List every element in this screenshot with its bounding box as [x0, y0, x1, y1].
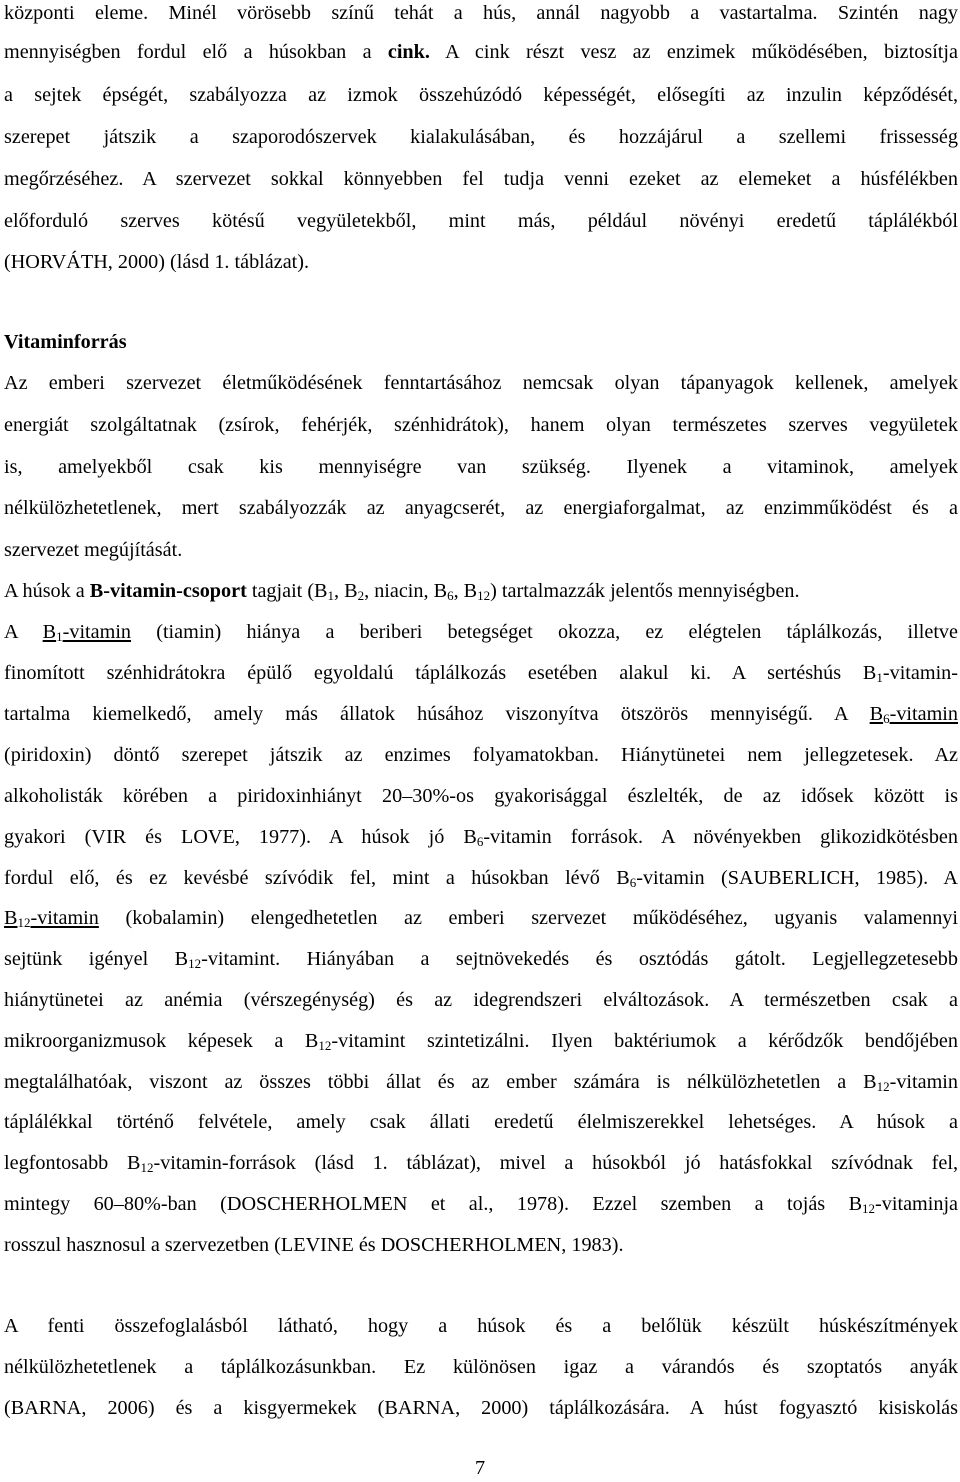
bold-term-cink: cink. [387, 41, 430, 63]
text-line [4, 579, 958, 603]
text-line: központi eleme. Minél vörösebb színű tehát a hús, annál nagyobb a vastartalma. Szintén nagy [4, 2, 958, 24]
subscript: 2 [357, 588, 365, 603]
text-span: 30%-os gyakorisággal észlelték, de az idősek között is [412, 785, 959, 807]
text-span: legfontosabb B [4, 1152, 141, 1174]
text-span: mikroorganizmusok képesek a B [4, 1030, 319, 1052]
text-line: hiánytünetei az anémia (vérszegénység) és az idegrendszeri elváltozások. A természetben csak a [4, 989, 958, 1011]
subscript: 1 [56, 629, 63, 644]
text-line: nélkülözhetetlenek, mert szabályozzák az anyagcserét, az energiaforgalmat, az enzimműködést és a [4, 497, 958, 519]
text-line: a sejtek épségét, szabályozza az izmok összehúzódó képességét, elősegíti az inzulin képződését, [4, 84, 958, 106]
text-span: -vitamin-források (lásd 1. táblázat), mivel a húsokból jó hatásfokkal szívódnak fel, [153, 1152, 958, 1174]
text-span: -vitamint szintetizálni. Ilyen baktériumok a kérődzők bendőjében [331, 1030, 958, 1052]
subscript: 6 [883, 711, 890, 726]
text-line: megőrzéséhez. A szervezet sokkal könnyebben fel tudja venni ezeket az elemeket a húsfélékben [4, 168, 958, 190]
subscript: 12 [876, 1079, 890, 1094]
text-span: , niacin, B [364, 580, 448, 602]
text-line: szervezet megújítását. [4, 539, 183, 561]
subscript: 1 [327, 588, 335, 603]
text-span: B [869, 703, 884, 725]
text-span: mennyiségben fordul elő a húsokban a [4, 41, 388, 63]
text-line: előforduló szerves kötésű vegyületekből, mint más, például növényi eredetű táplálékból [4, 210, 958, 232]
text-line: (piridoxin) döntő szerepet játszik az enzimes folyamatokban. Hiánytünetei nem jellegzetesek. Az [4, 744, 958, 766]
subscript: 12 [477, 588, 491, 603]
text-span: megtalálhatóak, viszont az összes többi állat és az ember számára is nélkülözhetetlen a B [4, 1071, 877, 1093]
subscript: 12 [318, 1038, 332, 1053]
text-span: tagjait (B [246, 580, 328, 602]
text-line [4, 906, 958, 930]
en-dash: – [402, 785, 413, 807]
text-line: (BARNA, 2006) és a kisgyermekek (BARNA, 2000) táplálkozására. A húst fogyasztó kisiskolás [4, 1397, 958, 1419]
underlined-term-b1-vitamin [43, 621, 131, 643]
text-span: ) tartalmazzák jelentős mennyiségben. [490, 580, 800, 602]
text-span: fordul elő, és ez kevésbé szívódik fel, mint a húsokban lévő B [4, 867, 630, 889]
text-line [4, 784, 958, 808]
text-span: -vitamint. Hiányában a sejtnövekedés és osztódás gátolt. Legjellegzetesebb [201, 948, 958, 970]
text-line: szerepet játszik a szaporodószervek kialakulásában, és hozzájárul a szellemi frissesség [4, 126, 958, 148]
text-line [4, 702, 958, 726]
text-span: finomított szénhidrátokra épülő egyoldalú táplálkozás esetében alakul ki. A sertéshús B [4, 662, 877, 684]
text-span: B [4, 907, 18, 929]
text-span: -vitamin- [882, 662, 958, 684]
text-span: sejtünk igényel B [4, 948, 189, 970]
text-span: A húsok a [4, 580, 90, 602]
text-span: -vitamin [889, 1071, 958, 1093]
underlined-term-b6-vitamin [870, 703, 958, 725]
text-span: (tiamin) hiánya a beriberi betegséget okozza, ez elégtelen táplálkozás, illetve [131, 621, 958, 643]
bold-term-b-vitamin-group: B-vitamin-csoport [89, 580, 247, 602]
text-span: -vitamin [62, 621, 132, 643]
text-span: A [4, 621, 43, 643]
text-line: is, amelyekből csak kis mennyiségre van szükség. Ilyenek a vitaminok, amelyek [4, 456, 958, 478]
text-line: táplálékkal történő felvétele, amely csak állati eredetű élelmiszerekkel lehetséges. A húsok a [4, 1111, 958, 1133]
text-span: -vitamin (SAUBERLICH, 1985). A [636, 867, 958, 889]
section-heading: Vitaminforrás [4, 331, 127, 353]
subscript: 12 [188, 956, 202, 971]
text-span: -vitamin [30, 907, 99, 929]
text-line [4, 866, 958, 890]
underlined-term-b12-vitamin [4, 907, 99, 929]
text-line: (HORVÁTH, 2000) (lásd 1. táblázat). [4, 251, 310, 273]
subscript: 1 [876, 670, 883, 685]
subscript: 6 [447, 588, 454, 603]
text-line [4, 1151, 958, 1175]
text-line: nélkülözhetetlenek a táplálkozásunkban. Ez különösen igaz a várandós és szoptatós anyák [4, 1356, 958, 1378]
text-line: A fenti összefoglalásból látható, hogy a húsok és a belőlük készült húskészítmények [4, 1315, 958, 1337]
text-span: (kobalamin) elengedhetetlen az emberi szervezet működéséhez, ugyanis valamennyi [98, 907, 958, 929]
en-dash: – [113, 1193, 124, 1215]
text-line [4, 1029, 958, 1053]
text-span: alkoholisták körében a piridoxinhiányt 20 [4, 785, 403, 807]
page-number: 7 [474, 1457, 486, 1479]
text-span: , B [453, 580, 478, 602]
subscript: 6 [476, 834, 484, 849]
text-span: 80%-ban (DOSCHERHOLMEN et al., 1978). Ezzel szemben a tojás B [123, 1193, 863, 1215]
text-line [4, 40, 958, 64]
subscript: 12 [140, 1160, 154, 1175]
text-line [4, 947, 958, 971]
text-span: -vitamin források. A növényekben glikozidkötésben [483, 826, 958, 848]
subscript: 6 [629, 875, 637, 890]
text-span: -vitaminja [875, 1193, 959, 1215]
text-span: gyakori (VIR és LOVE, 1977). A húsok jó B [4, 826, 477, 848]
text-span: A cink részt vesz az enzimek működésében, biztosítja [429, 41, 958, 63]
text-line: Az emberi szervezet életműködésének fenntartásához nemcsak olyan tápanyagok kellenek, amelyek [4, 372, 958, 394]
text-line: rosszul hasznosul a szervezetben (LEVINE és DOSCHERHOLMEN, 1983). [4, 1234, 624, 1256]
subscript: 12 [17, 915, 31, 930]
text-span: , B [334, 580, 358, 602]
text-line: energiát szolgáltatnak (zsírok, fehérjék, szénhidrátok), hanem olyan természetes szerves vegyületek [4, 414, 958, 436]
text-line [4, 620, 958, 644]
text-span: B [42, 621, 57, 643]
text-span: mintegy 60 [4, 1193, 114, 1215]
text-span: -vitamin [889, 703, 958, 725]
subscript: 12 [862, 1201, 876, 1216]
text-line [4, 1192, 958, 1216]
text-line [4, 825, 958, 849]
text-line [4, 661, 958, 685]
text-line [4, 1070, 958, 1094]
text-span: tartalma kiemelkedő, amely más állatok húsához viszonyítva ötszörös mennyiségű. A [4, 703, 870, 725]
